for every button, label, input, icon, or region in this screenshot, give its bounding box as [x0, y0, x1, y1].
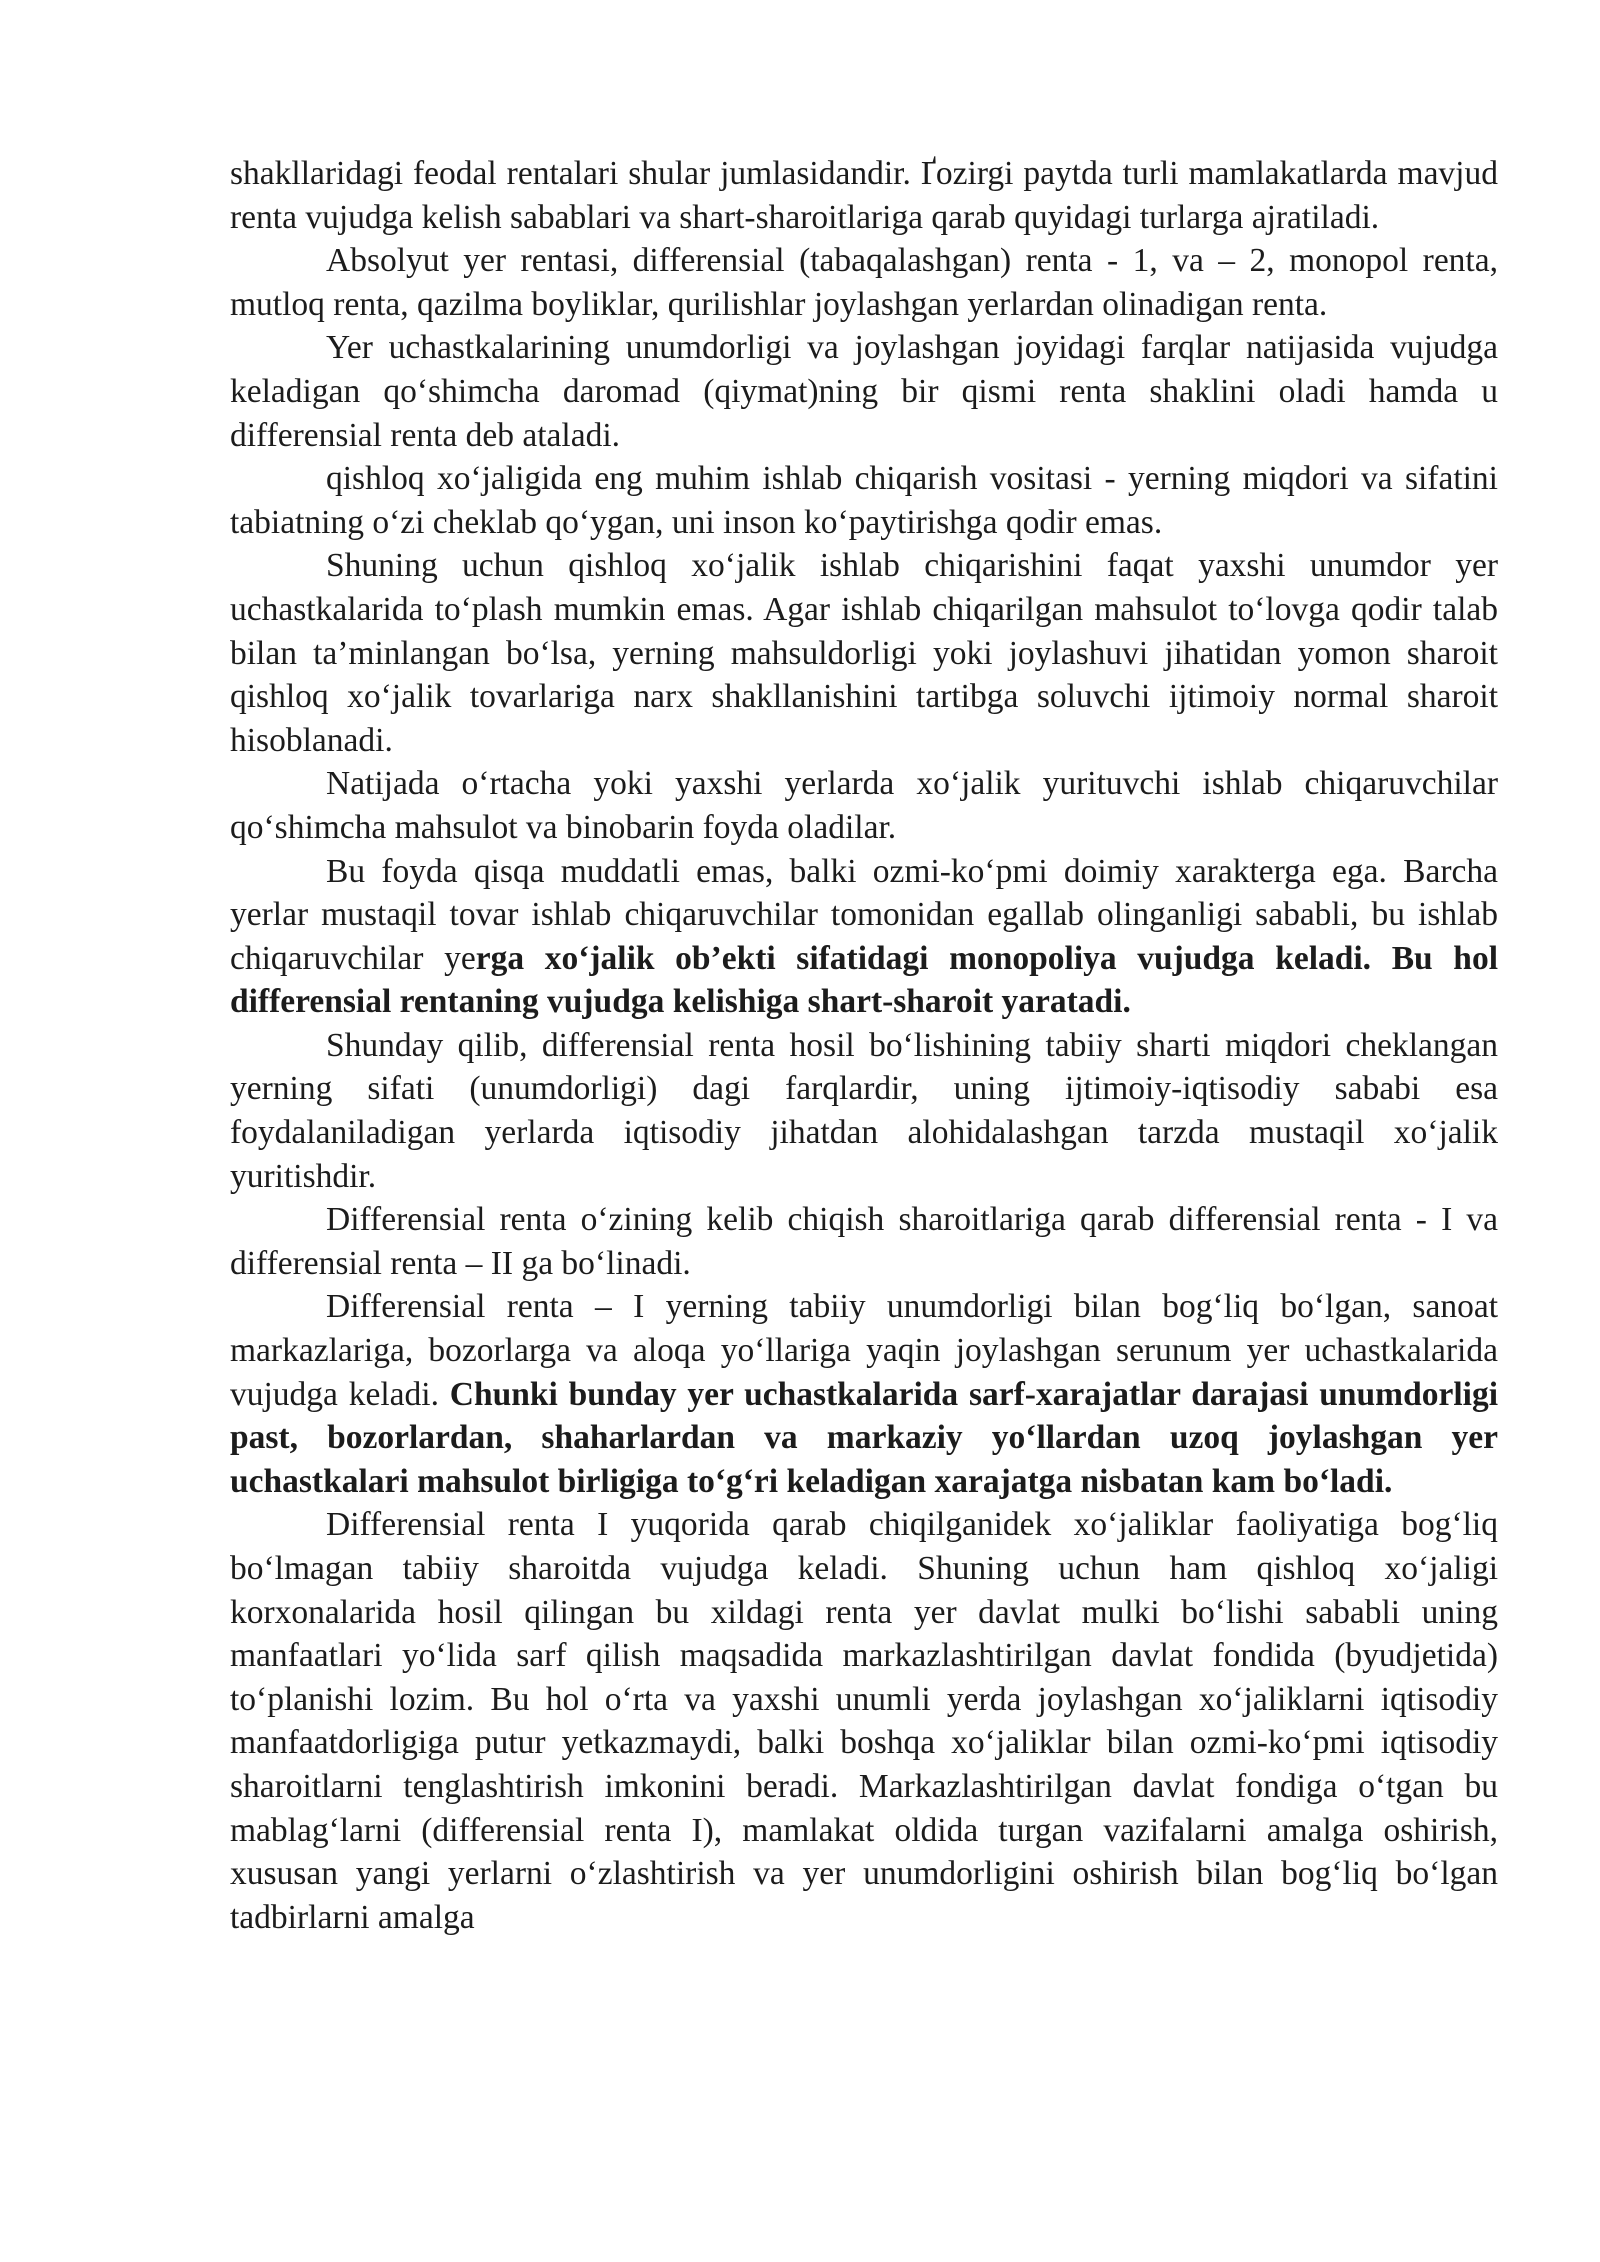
text-segment: Differensial renta I yuqorida qarab chiqilganidek xo‘jaliklar faoliyatiga bog‘liq bo‘lmagan tabiiy sharoitda vujudga keladi. Shuning uchun ham qishloq xo‘jaligi korxonalarida hosil qilingan bu xildagi renta yer davlat mulki bo‘lishi sababli uning manfaatlari yo‘lida sarf qilish maqsadida markazlashtirilgan davlat fondida (byudjetida) to‘planishi lozim. Bu hol o‘rta va yaxshi unumli yerda joylashgan xo‘jaliklarni iqtisodiy manfaatdorligiga putur yetkazmaydi, balki boshqa xo‘jaliklar bilan ozmi-ko‘pmi iqtisodiy sharoitlarni tenglashtirish imkonini beradi. Markazlashtirilgan davlat fondiga o‘tgan bu mablag‘larni (differensial renta I), mamlakat oldida turgan vazifalarni amalga oshirish, xususan yangi yerlarni o‘zlashtirish va yer unumdorligini oshirish bilan bog‘liq bo‘lgan tadbirlarni amalga [230, 1506, 1498, 1936]
text-segment: Shuning uchun qishloq xo‘jalik ishlab chiqarishini faqat yaxshi unumdor yer uchastkalarida to‘plash mumkin emas. Agar ishlab chiqarilgan mahsulot to‘lovga qodir talab bilan ta’minlangan bo‘lsa, yerning mahsuldorligi yoki joylashuvi jihatidan yomon sharoit qishloq xo‘jalik tovarlariga narx shakllanishini tartibga soluvchi ijtimoiy normal sharoit hisoblanadi. [230, 547, 1498, 759]
text-segment: Shunday qilib, differensial renta hosil bo‘lishining tabiiy sharti miqdori cheklangan yerning sifati (unumdorligi) dagi farqlardir, uning ijtimoiy-iqtisodiy sababi esa foydalaniladigan yerlarda iqtisodiy jihatdan alohidalashgan tarzda mustaqil xo‘jalik yuritishdir. [230, 1026, 1498, 1195]
paragraph-3 [230, 326, 1498, 457]
bold-text-segment: Chunki bunday yer uchastkalarida sarf-xarajatlar darajasi unumdorligi past, bozorlardan, shaharlardan va markaziy yo‘llardan uzoq joylashgan yer uchastkalari mahsulot birligiga to‘g‘ri keladigan xarajatga nisbatan kam bo‘ladi. [230, 1375, 1498, 1500]
bold-text-segment: rga xo‘jalik ob’ekti sifatidagi monopoliya vujudga keladi. Bu hol differensial rentaning vujudga kelishiga shart-sharoit yaratadi. [230, 939, 1498, 1021]
text-segment: Yer uchastkalarining unumdorligi va joylashgan joyidagi farqlar natijasida vujudga keladigan qo‘shimcha daromad (qiymat)ning bir qismi renta shaklini oladi hamda u differensial renta deb ataladi. [230, 329, 1498, 454]
paragraph-4 [230, 457, 1498, 544]
paragraph-10 [230, 1285, 1498, 1503]
paragraph-2 [230, 239, 1498, 326]
text-segment: Bu foyda qisqa muddatli emas, balki ozmi-ko‘pmi doimiy xarakterga ega. Barcha yerlar mustaqil tovar ishlab chiqaruvchilar tomonidan egallab olinganligi sababli, bu ishlab chiqaruvchilar ye [230, 852, 1498, 977]
paragraph-11 [230, 1503, 1498, 1939]
text-segment: Absolyut yer rentasi, differensial (tabaqalashgan) renta - 1, va – 2, monopol renta, mutloq renta, qazilma boyliklar, qurilishlar joylashgan yerlardan olinadigan renta. [230, 242, 1498, 323]
paragraph-1 [230, 152, 1498, 239]
paragraph-7 [230, 850, 1498, 1024]
paragraph-6 [230, 762, 1498, 849]
text-segment: Differensial renta – I yerning tabiiy unumdorligi bilan bog‘liq bo‘lgan, sanoat markazlariga, bozorlarga va aloqa yo‘llariga yaqin joylashgan serunum yer uchastkalarida vujudga keladi. [230, 1288, 1498, 1413]
text-segment: qishloq xo‘jaligida eng muhim ishlab chiqarish vositasi - yerning miqdori va sifatini tabiatning o‘zi cheklab qo‘ygan, uni inson ko‘paytirishga qodir emas. [230, 460, 1498, 541]
text-segment: Natijada o‘rtacha yoki yaxshi yerlarda xo‘jalik yurituvchi ishlab chiqaruvchilar qo‘shimcha mahsulot va binobarin foyda oladilar. [230, 765, 1498, 846]
paragraph-9 [230, 1198, 1498, 1285]
text-segment: Differensial renta o‘zining kelib chiqish sharoitlariga qarab differensial renta - I va differensial renta – II ga bo‘linadi. [230, 1201, 1498, 1282]
text-segment: shakllaridagi feodal rentalari shular jumlasidandir. Ґozirgi paytda turli mamlakatlarda mavjud renta vujudga kelish sabablari va shart-sharoitlariga qarab quyidagi turlarga ajratiladi. [230, 155, 1498, 236]
paragraph-8 [230, 1024, 1498, 1198]
paragraph-5 [230, 544, 1498, 762]
document-page [230, 152, 1498, 1939]
